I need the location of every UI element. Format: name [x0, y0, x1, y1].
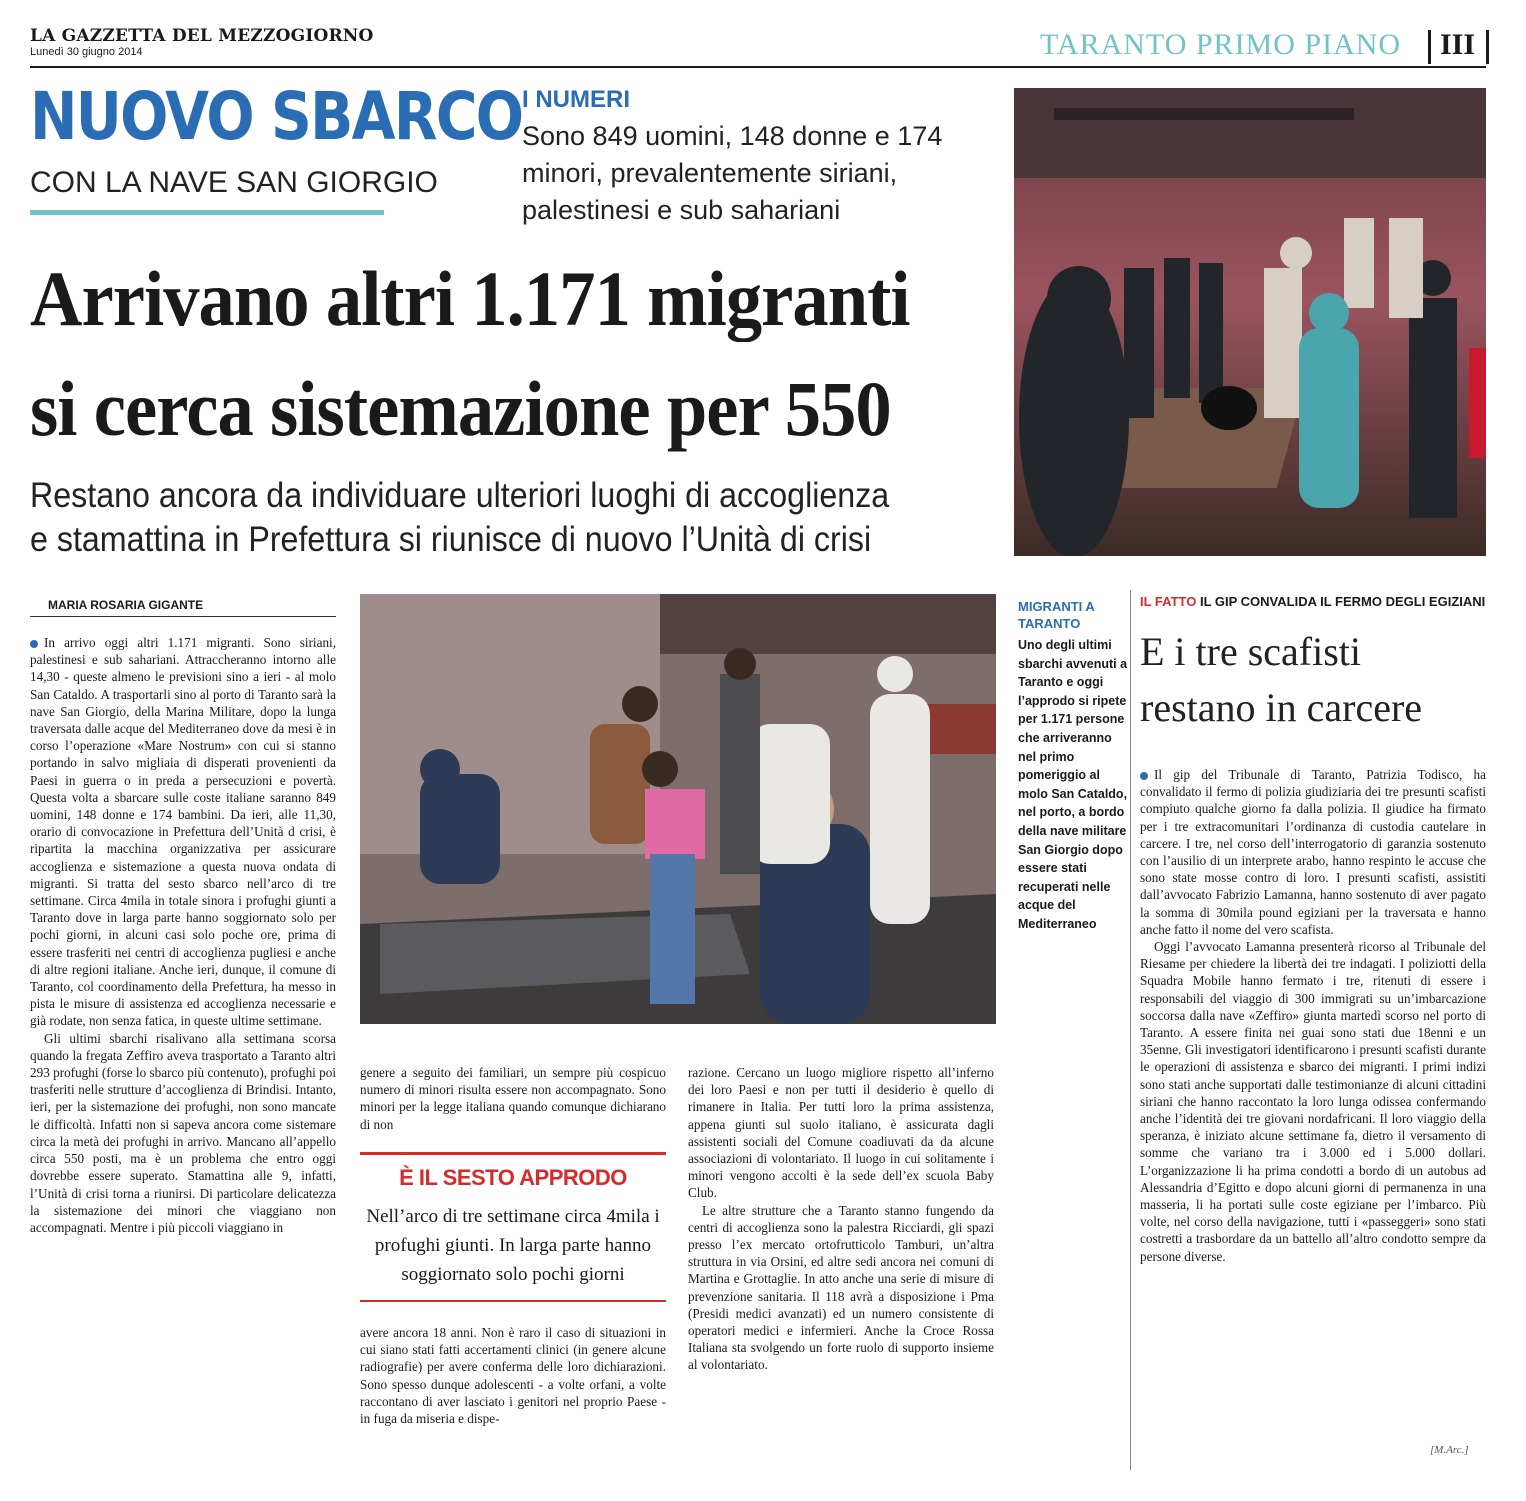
newspaper-name: LA GAZZETTA DEL MEZZOGIORNO	[30, 26, 374, 46]
article-paragraph: Le altre strutture che a Taranto stanno fungendo da centri di accoglienza sono la palestra Ricciardi, gli spazi presso l’ex mercato ortofrutticolo Tamburi, un’altra struttura in via Orsini, ed altre sedi ancora nei comuni di Martina e Grottaglie. In atto anche una serie di misure di prevenzione sanitaria. Il 118 avrà a disposizione i Pma (Presidi medici avanzati) ed un numero consistente di operatori medici e infermieri. Anche la Croce Rossa Italiana sta svolgendo un forte ruolo di supporto insieme al volontariato.	[688, 1202, 994, 1373]
quote-box-title: È IL SESTO APPRODO	[399, 1165, 627, 1190]
article-paragraph: Gli ultimi sbarchi risalivano alla settimana scorsa quando la fregata Zeffiro aveva trasportato a Taranto altri 293 profughi (forse lo sbarco più contenuto), profughi poi trasferiti nelle strutture d’accoglienza di Brindisi. Intanto, ieri, per la sistemazione dei profughi, non sono mancate le difficoltà. Infatti non si sapeva ancora come sistemare circa la metà dei profughi in arrivo. Mancano all’appello circa 550 posti, ma è un problema che entro oggi dovrebbe essere superato. Stamattina alle 9, infatti, l’Unità di crisi torna a riunirsi. Di particolare delicatezza la sistemazione dei minori che viaggiano non accompagnati. Mentre i più piccoli viaggiano in	[30, 1030, 336, 1235]
page-number-divider	[1486, 30, 1489, 64]
photo-caption-title: MIGRANTI A TARANTO	[1018, 599, 1095, 631]
article-paragraph: razione. Cercano un luogo migliore rispetto all’inferno dei loro Paesi e non per tutti il desiderio è quello di rimanere in Italia. Per tutti loro la prima assistenza, appena giunti sul suolo italiano, è assicurata dagli assistenti sociali del Comune coadiuvati da da alcune associazioni di volontariato. Il luogo in cui solitamente i minori vengono accolti è la sede dell’ex scuola Baby Club.	[688, 1065, 994, 1201]
side-article-title-line-1: E i tre scafisti	[1140, 629, 1362, 674]
side-article-kicker	[1140, 594, 1485, 609]
quote-box-rule-bottom	[360, 1300, 666, 1302]
photo-disembarkation-night	[1014, 88, 1486, 556]
author-byline: MARIA ROSARIA GIGANTE	[48, 598, 204, 612]
side-article-kicker-label: IL FATTO	[1140, 594, 1197, 609]
kicker-title: NUOVO SBARCO	[30, 78, 523, 155]
article-column-1	[30, 634, 336, 1236]
bullet-dot-icon	[1140, 772, 1148, 780]
side-article-body	[1140, 766, 1486, 1265]
quote-box-rule-top	[360, 1152, 666, 1155]
photo-migrants-disembarking	[360, 594, 996, 1024]
page-number: III	[1440, 28, 1476, 61]
masthead-rule	[30, 66, 1486, 68]
byline-rule	[30, 616, 336, 617]
issue-date: Lunedì 30 giugno 2014	[30, 46, 143, 58]
numbers-box-text: Sono 849 uomini, 148 donne e 174 minori, prevalentemente siriani, palestinesi e sub sahariani	[522, 121, 943, 225]
side-article-signature: [M.Arc.]	[1430, 1444, 1469, 1456]
photo-caption-text: Uno degli ultimi sbarchi avvenuti a Taranto e oggi l’approdo si ripete per 1.171 persone che arriveranno nel primo pomeriggio al molo San Cataldo, nel porto, a bordo della nave militare San Giorgio dopo essere stati recuperati nelle acque del Mediterraneo	[1018, 638, 1128, 931]
subheadline-line-1: Restano ancora da individuare ulteriori luoghi di accoglienza	[30, 476, 890, 515]
quote-box-text: Nell’arco di tre settimane circa 4mila i profughi giunti. In larga parte hanno soggiornato solo pochi giorni	[366, 1206, 660, 1285]
page-number-divider	[1428, 30, 1431, 64]
numbers-box-title: I NUMERI	[522, 86, 630, 113]
column-divider	[1130, 590, 1131, 1470]
section-label: TARANTO PRIMO PIANO	[1040, 28, 1402, 61]
article-column-2-bottom: avere ancora 18 anni. Non è raro il caso di situazioni in cui siano stati fatti accertamenti clinici (in genere alcune radiografie) per avere conferma delle loro dichiarazioni. Sono spesso dunque adolescenti - a volte orfani, a volte raccontano di aver lasciato i genitori nel proprio Paese - in fuga da miseria e dispe-	[360, 1325, 666, 1427]
article-paragraph: Oggi l’avvocato Lamanna presenterà ricorso al Tribunale del Riesame per chiedere la libertà dei tre indagati. I poliziotti della Squadra Mobile hanno fermato i tre, ritenuti di essere i responsabili del viaggio di 300 immigrati su un’imbarcazione soccorsa dalla nave «Zeffiro» giunta martedì scorso nel porto di Taranto. A essere finita nei guai sono stati due 18enni e un 35enne. Gli investigatori identificarono i presunti scafisti durante le operazioni di assistenza e sbarco dei migranti. I primi indizi sono stati anche supportati dalle testimonianze di alcuni cittadini siriani che hanno raccontato la loro lunga odissea confermando anche l’identità dei tre giovani nordafricani. Il loro viaggio della speranza, è iniziato alcune settimane fa, dietro il versamento di somme che variano tra i 3.000 ed i 5.000 dollari. L’organizzazione li ha prima condotti a bordo di un autobus ad Alessandria d’Egitto e dopo alcuni giorni di permanenza in una masseria, li ha portati sulle coste egiziane per l’imbarco. Più volte, nel corso della navigazione, tutti i «passeggeri» sono stati costretti a trasbordare da un battello all’altro condotto sempre da persone diverse.	[1140, 939, 1486, 1264]
kicker-subtitle: CON LA NAVE SAN GIORGIO	[30, 166, 438, 199]
side-article-kicker-text: IL GIP CONVALIDA IL FERMO DEGLI EGIZIANI	[1199, 594, 1486, 609]
headline-line-2: si cerca sistemazione per 550	[30, 365, 891, 452]
subheadline-line-2: e stamattina in Prefettura si riunisce di nuovo l’Unità di crisi	[30, 520, 872, 559]
headline-line-1: Arrivano altri 1.171 migranti	[30, 255, 910, 342]
article-column-2-top: genere a seguito dei familiari, un sempre più cospicuo numero di minori risulta essere non accompagnato. Sono minori per la legge italiana quando comunque dichiarano di non	[360, 1065, 666, 1132]
article-paragraph: In arrivo oggi altri 1.171 migranti. Sono siriani, palestinesi e sub sahariani. Attraccheranno intorno alle 14,30 - queste almeno le previsioni sino a ieri - al molo San Cataldo. A trasportarli sino al porto di Taranto sarà la nave San Giorgio, della Marina Militare, dopo la lunga traversata dalle acque del Mediterraneo dove da mesi è in corso l’operazione «Mare Nostrum» con cui si stanno portando in salvo migliaia di disperati provenienti da Paesi in guerra o in preda a persecuzioni e povertà. Questa volta a sbarcare sulle coste italiane saranno 849 uomini, 148 donne e 174 bambini. Da ieri, alle 11,30, orario di convocazione in Prefettura dell’Unità d crisi, è ripartita la macchina organizzativa per assicurare accoglienza e sistemazione a questa nuova ondata di migranti. Si tratta del sesto sbarco nell’arco di tre settimane. Circa 4mila in totale sinora i profughi giunti a Taranto dove in larga parte hanno soggiornato solo per pochi giorni, in alcuni casi solo poche ore, prima di essere trasferiti nei centri di accoglienza pugliesi e anche di altre regioni italiane. Anche ieri, dunque, il comune di Taranto, col coordinamento della Prefettura, ha messo in pista le misure di assistenza ed accoglienza necessarie e già rodate, non senza fatica, in queste ultime settimane.	[30, 635, 336, 1029]
side-article-title-line-2: restano in carcere	[1140, 685, 1423, 730]
kicker-underline	[30, 210, 384, 215]
article-column-3	[688, 1064, 994, 1374]
bullet-dot-icon	[30, 640, 38, 648]
article-paragraph: Il gip del Tribunale di Taranto, Patrizia Todisco, ha convalidato il fermo di polizia giudiziaria dei tre presunti scafisti compiuto qualche giorno fa dalla polizia. Il giudice ha firmato per i tre extracomunitari l’ordinanza di custodia cautelare in carcere. I tre, nel corso dell’interrogatorio di garanzia sostenuto con l’ausilio di un interprete arabo, hanno respinto le accuse che sono state mosse contro di loro. I presunti scafisti, assistiti dall’avvocato Fabrizio Lamanna, hanno sostenuto di aver pagato la somma di 30mila pound egiziani per la traversata e hanno anche fatto il nome del vero scafista.	[1140, 767, 1486, 937]
